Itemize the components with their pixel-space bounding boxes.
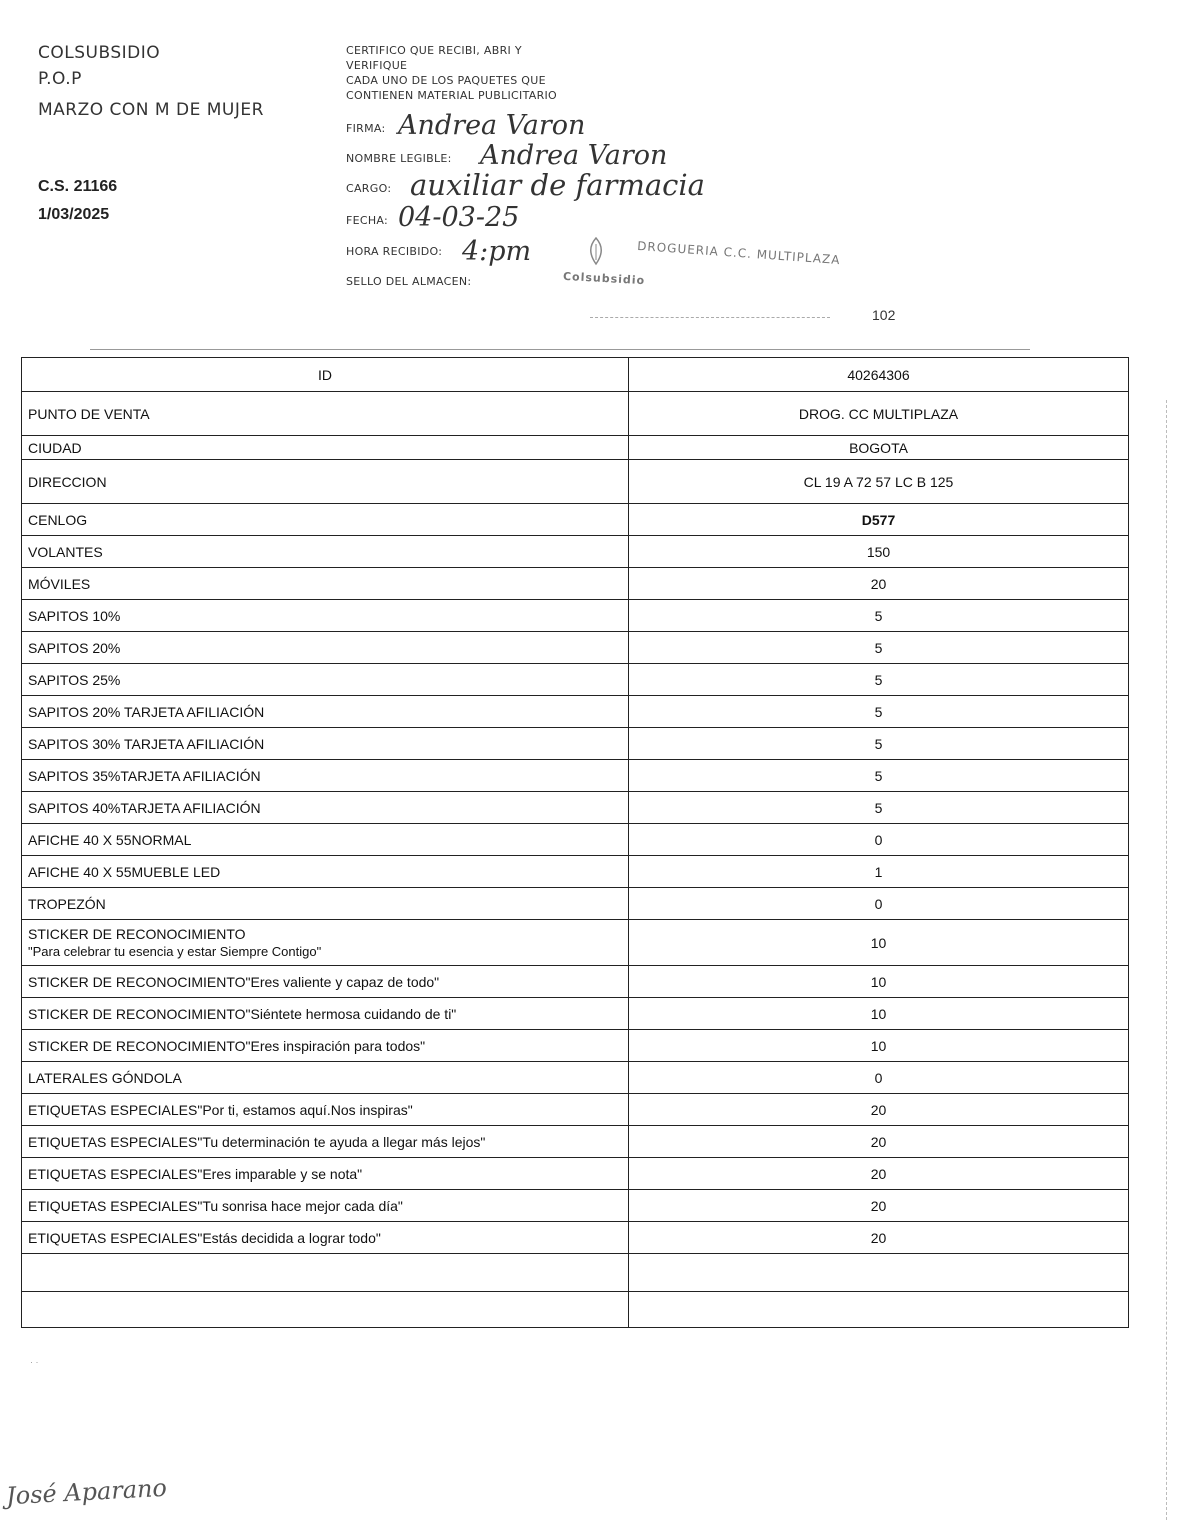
item-name-text: TROPEZÓN [28, 895, 106, 912]
row-item-quantity: 5 [629, 600, 1129, 632]
row-item-quantity: 10 [629, 920, 1129, 966]
row-item-quantity: CL 19 A 72 57 LC B 125 [629, 460, 1129, 504]
cargo-value: auxiliar de farmacia [410, 168, 705, 202]
row-item-name [22, 824, 629, 856]
table-row [22, 792, 1129, 824]
row-item-quantity: 5 [629, 792, 1129, 824]
row-item-quantity [629, 1254, 1129, 1292]
row-item-name [22, 792, 629, 824]
row-item-quantity: 10 [629, 966, 1129, 998]
nombre-label: NOMBRE LEGIBLE: [346, 152, 452, 165]
page-number: 102 [872, 307, 896, 323]
cert-line-1: CERTIFICO QUE RECIBI, ABRI Y [346, 44, 522, 57]
table-row [22, 760, 1129, 792]
row-item-name [22, 536, 629, 568]
item-name-text: AFICHE 40 X 55NORMAL [28, 831, 192, 848]
item-name-text: CENLOG [28, 511, 88, 528]
id-row [22, 358, 1129, 392]
item-name-text: SAPITOS 10% [28, 607, 121, 624]
row-item-quantity: 20 [629, 1094, 1129, 1126]
item-name-text: ETIQUETAS ESPECIALES"Eres imparable y se nota" [28, 1165, 363, 1182]
table-row [22, 920, 1129, 966]
fecha-value: 04-03-25 [398, 202, 520, 233]
row-item-quantity: 150 [629, 536, 1129, 568]
item-name-text: STICKER DE RECONOCIMIENTO"Eres inspiración para todos" [28, 1037, 426, 1054]
row-item-name [22, 888, 629, 920]
table-row [22, 632, 1129, 664]
table-row [22, 504, 1129, 536]
row-item-name [22, 856, 629, 888]
table-row [22, 1222, 1129, 1254]
row-item-name [22, 1094, 629, 1126]
document-date: 1/03/2025 [38, 206, 110, 223]
scan-artifact-line [590, 317, 830, 319]
row-item-name [22, 966, 629, 998]
row-item-name [22, 392, 629, 436]
item-name-text: ETIQUETAS ESPECIALES"Por ti, estamos aquí.Nos inspiras" [28, 1101, 413, 1118]
item-name-text: SAPITOS 20% TARJETA AFILIACIÓN [28, 703, 265, 720]
header-separator [90, 349, 1030, 350]
cargo-label: CARGO: [346, 182, 392, 195]
row-item-quantity: 20 [629, 1222, 1129, 1254]
row-item-name [22, 1292, 629, 1328]
row-item-quantity: 20 [629, 1190, 1129, 1222]
item-name-text: SAPITOS 25% [28, 671, 121, 688]
row-item-name [22, 760, 629, 792]
row-item-quantity: 10 [629, 1030, 1129, 1062]
org-name: COLSUBSIDIO [38, 43, 161, 63]
document-code: C.S. 21166 [38, 178, 118, 195]
row-item-name [22, 728, 629, 760]
table-row [22, 998, 1129, 1030]
table-row [22, 1126, 1129, 1158]
row-item-quantity: 10 [629, 998, 1129, 1030]
row-item-name [22, 1158, 629, 1190]
stamp-brand: Colsubsidio [562, 269, 646, 288]
table-row [22, 436, 1129, 460]
item-name-text: SAPITOS 20% [28, 639, 121, 656]
row-item-quantity: 5 [629, 632, 1129, 664]
item-name-text: PUNTO DE VENTA [28, 405, 150, 422]
hora-label: HORA RECIBIDO: [346, 245, 443, 258]
item-name-text: AFICHE 40 X 55MUEBLE LED [28, 863, 221, 880]
item-name-text: SAPITOS 35%TARJETA AFILIACIÓN [28, 767, 261, 784]
row-item-name [22, 504, 629, 536]
row-item-quantity: 0 [629, 888, 1129, 920]
campaign-name: MARZO CON M DE MUJER [38, 100, 264, 120]
item-name-text: LATERALES GÓNDOLA [28, 1069, 182, 1086]
row-item-quantity: DROG. CC MULTIPLAZA [629, 392, 1129, 436]
certification-text [346, 43, 557, 103]
row-item-quantity: 1 [629, 856, 1129, 888]
row-item-name [22, 1254, 629, 1292]
row-item-quantity: 0 [629, 824, 1129, 856]
row-item-quantity: 20 [629, 1126, 1129, 1158]
stamp-logo-icon [585, 236, 607, 266]
row-item-quantity: 5 [629, 760, 1129, 792]
item-name-text: STICKER DE RECONOCIMIENTO [28, 926, 246, 942]
row-item-quantity [629, 1292, 1129, 1328]
table-row [22, 824, 1129, 856]
fecha-label: FECHA: [346, 214, 389, 227]
row-item-name [22, 1062, 629, 1094]
table-row [22, 888, 1129, 920]
bottom-handwritten-note: José Aparano [5, 1473, 168, 1511]
row-item-name [22, 664, 629, 696]
table-row [22, 1292, 1129, 1328]
table-row [22, 856, 1129, 888]
item-name-text: SAPITOS 30% TARJETA AFILIACIÓN [28, 735, 265, 752]
row-item-name [22, 1222, 629, 1254]
cert-line-3: CADA UNO DE LOS PAQUETES QUE [346, 74, 546, 87]
table-row [22, 1254, 1129, 1292]
table-row [22, 664, 1129, 696]
scan-edge-line [1166, 400, 1168, 1520]
row-item-quantity: 5 [629, 728, 1129, 760]
row-item-name [22, 1190, 629, 1222]
item-name-text: DIRECCION [28, 473, 107, 490]
row-item-name [22, 920, 629, 966]
cert-line-4: CONTIENEN MATERIAL PUBLICITARIO [346, 89, 558, 102]
nombre-value: Andrea Varon [480, 140, 668, 171]
table-row [22, 1062, 1129, 1094]
row-item-quantity: 5 [629, 664, 1129, 696]
row-item-name [22, 632, 629, 664]
table-row [22, 1094, 1129, 1126]
dept-name: P.O.P [38, 69, 82, 89]
item-name-text: ETIQUETAS ESPECIALES"Tu sonrisa hace mejor cada día" [28, 1197, 403, 1214]
table-row [22, 966, 1129, 998]
item-name-text: VOLANTES [28, 543, 103, 560]
table-row [22, 568, 1129, 600]
row-item-name [22, 460, 629, 504]
table-row [22, 536, 1129, 568]
item-name-text: SAPITOS 40%TARJETA AFILIACIÓN [28, 799, 261, 816]
item-name-text: MÓVILES [28, 575, 91, 592]
item-name-text: CIUDAD [28, 439, 82, 456]
item-name-text: ETIQUETAS ESPECIALES"Estás decidida a lograr todo" [28, 1229, 381, 1246]
hora-value: 4:pm [462, 236, 532, 267]
cert-line-2: VERIFIQUE [346, 59, 408, 72]
row-item-name [22, 568, 629, 600]
row-item-name [22, 600, 629, 632]
table-row [22, 696, 1129, 728]
item-sub-text: "Para celebrar tu esencia y estar Siempre Contigo" [28, 944, 322, 959]
table-row [22, 1158, 1129, 1190]
table-row [22, 600, 1129, 632]
row-item-name [22, 436, 629, 460]
row-item-quantity: 20 [629, 1158, 1129, 1190]
row-item-name [22, 1030, 629, 1062]
sello-label: SELLO DEL ALMACEN: [346, 275, 472, 288]
material-table [21, 357, 1129, 1328]
table-row [22, 728, 1129, 760]
store-stamp-text: DROGUERIA C.C. MULTIPLAZA [636, 238, 841, 268]
row-item-quantity: 5 [629, 696, 1129, 728]
firma-label: FIRMA: [346, 122, 386, 135]
item-name-text: ETIQUETAS ESPECIALES"Tu determinación te ayuda a llegar más lejos" [28, 1133, 486, 1150]
item-name-text: STICKER DE RECONOCIMIENTO"Eres valiente y capaz de todo" [28, 973, 440, 990]
row-item-quantity: D577 [629, 504, 1129, 536]
row-item-quantity: BOGOTA [629, 436, 1129, 460]
row-item-name [22, 998, 629, 1030]
row-item-quantity: 20 [629, 568, 1129, 600]
id-label: ID [22, 358, 629, 392]
scan-dots: · · [30, 1357, 39, 1367]
table-row [22, 1030, 1129, 1062]
id-value: 40264306 [629, 358, 1129, 392]
table-row [22, 460, 1129, 504]
row-item-name [22, 1126, 629, 1158]
row-item-name [22, 696, 629, 728]
table-row [22, 392, 1129, 436]
item-name-text: STICKER DE RECONOCIMIENTO"Siéntete hermosa cuidando de ti" [28, 1005, 457, 1022]
firma-signature: Andrea Varon [398, 110, 586, 141]
table-row [22, 1190, 1129, 1222]
row-item-quantity: 0 [629, 1062, 1129, 1094]
